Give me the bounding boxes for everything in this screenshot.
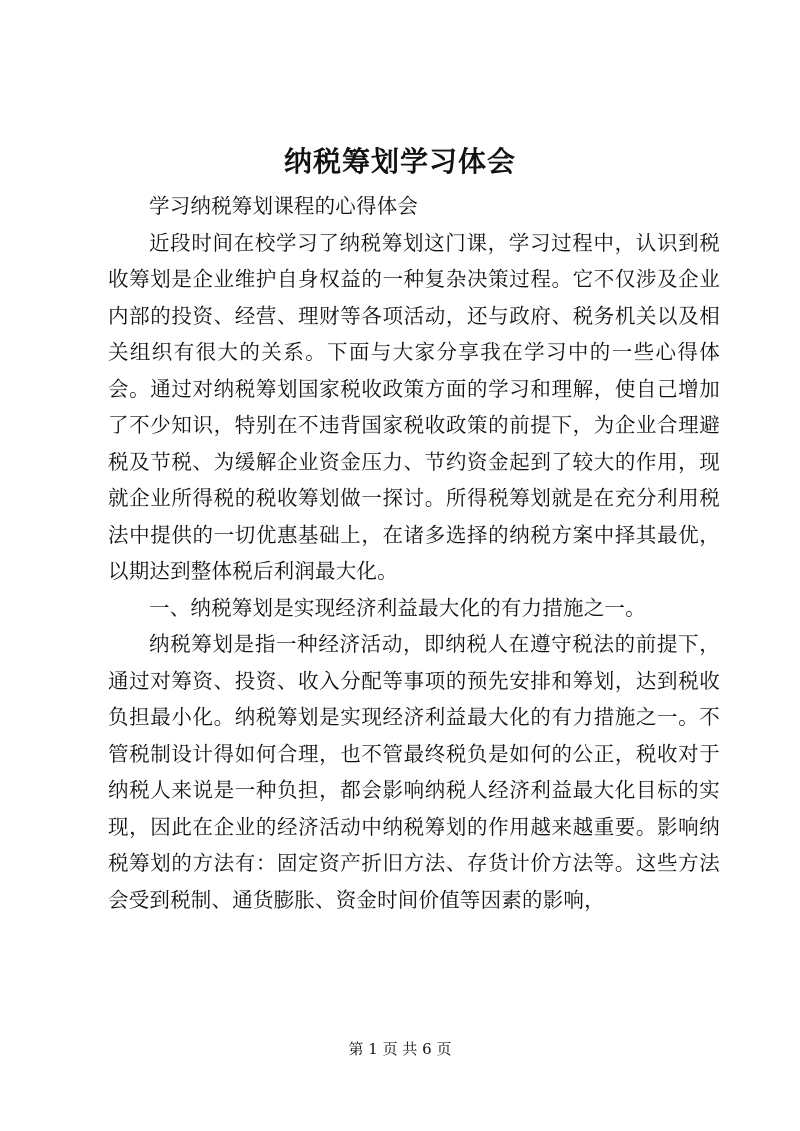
body-paragraph: 纳税筹划是指一种经济活动，即纳税人在遵守税法的前提下，通过对筹资、投资、收入分配等事项的预先安排和筹划，达到税收负担最小化。纳税筹划是实现经济利益最大化的有力措施之一。不管税制设计得如何合理，也不管最终税负是如何的公正，税收对于纳税人来说是一种负担，都会影响纳税人经济利益最大化目标的实现，因此在企业的经济活动中纳税筹划的作用越来越重要。影响纳税筹划的方法有：固定资产折旧方法、存货计价方法等。这些方法会受到税制、通货膨胀、资金时间价值等因素的影响， (108, 632, 720, 912)
document-body (108, 188, 720, 918)
document-title: 纳税筹划学习体会 (283, 145, 516, 178)
section-heading: 一、纳税筹划是实现经济利益最大化的有力措施之一。 (149, 595, 646, 620)
intro-paragraph: 近段时间在校学习了纳税筹划这门课，学习过程中，认识到税收筹划是企业维护自身权益的一种复杂决策过程。它不仅涉及企业内部的投资、经营、理财等各项活动，还与政府、税务机关以及相关组织有很大的关系。下面与大家分享我在学习中的一些心得体会。通过对纳税筹划国家税收政策方面的学习和理解，使自己增加了不少知识，特别在不违背国家税收政策的前提下，为企业合理避税及节税、为缓解企业资金压力、节约资金起到了较大的作用，现就企业所得税的税收筹划做一探讨。所得税筹划就是在充分利用税法中提供的一切优惠基础上，在诸多选择的纳税方案中择其最优，以期达到整体税后利润最大化。 (108, 230, 720, 583)
subtitle-paragraph: 学习纳税筹划课程的心得体会 (149, 194, 419, 218)
page-number-footer: 第 1 页 共 6 页 (348, 1040, 452, 1058)
